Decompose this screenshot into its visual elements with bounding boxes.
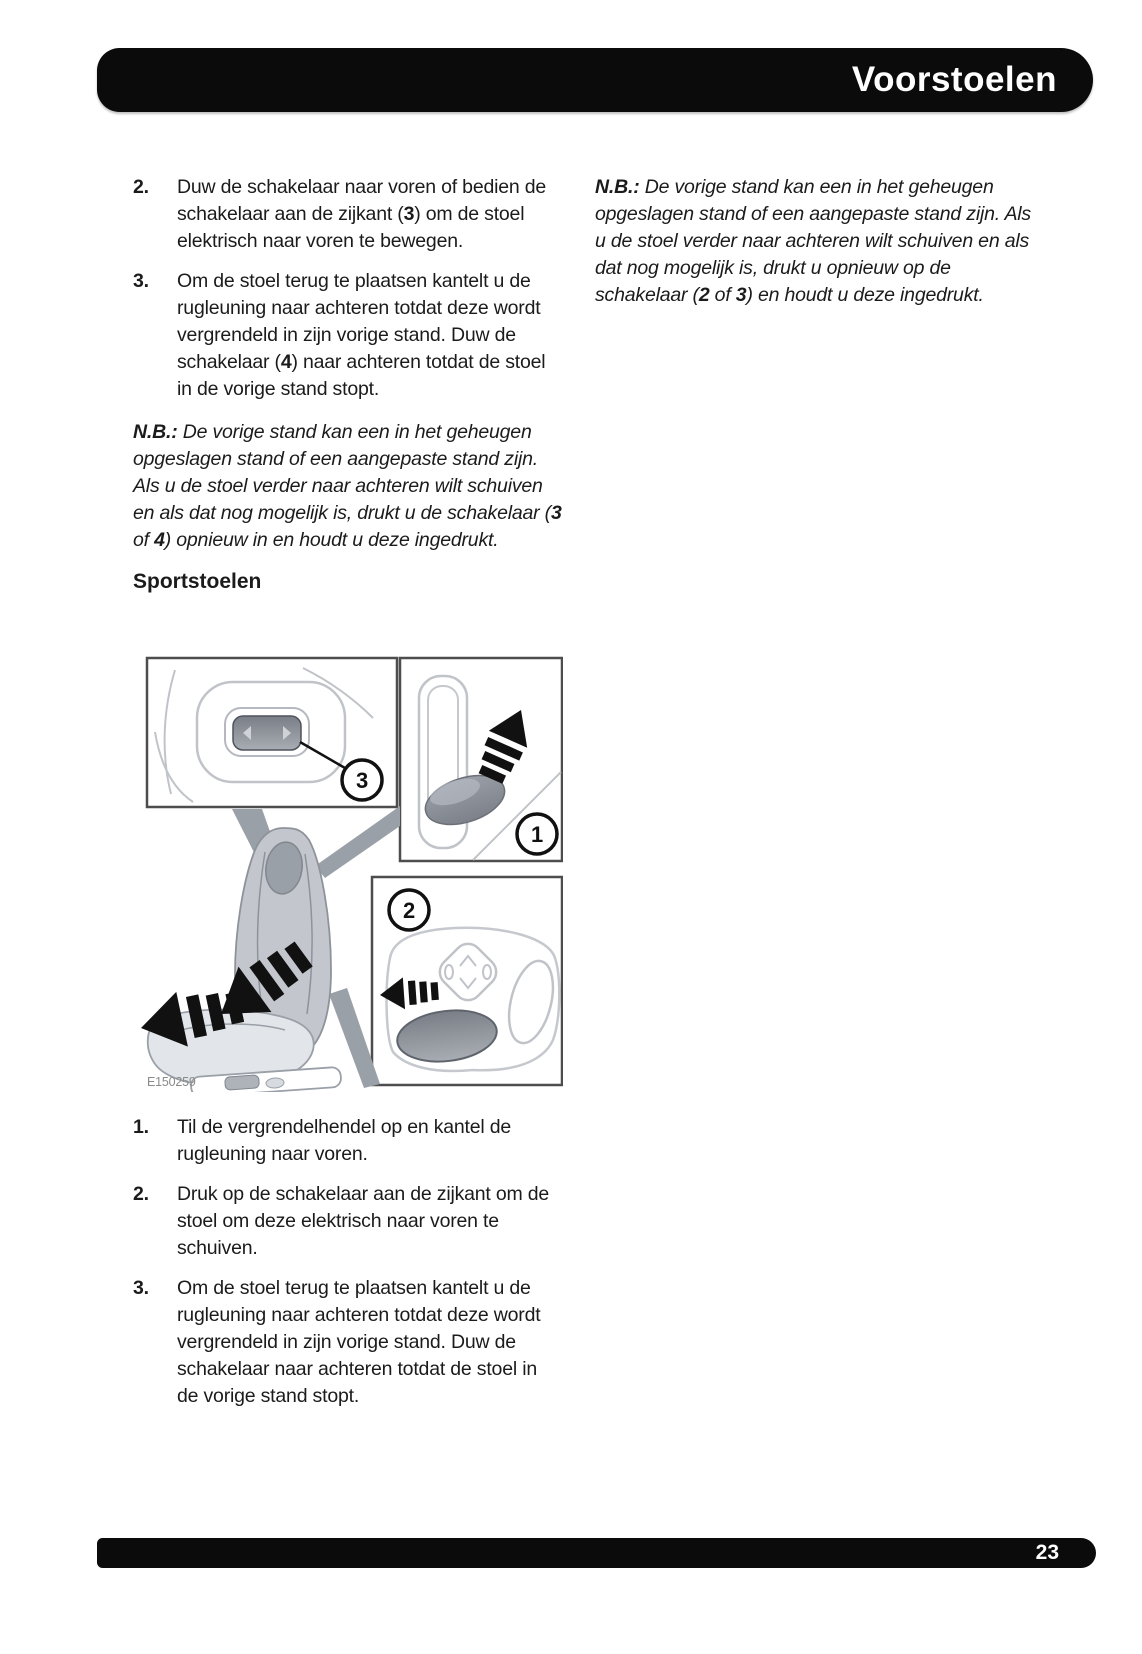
section-heading: Sportstoelen bbox=[133, 570, 262, 593]
note-paragraph: N.B.: De vorige stand kan een in het geheugen opgeslagen stand of een aangepaste stand zijn. Als u de stoel verder naar achteren wilt schuiven en als dat nog mogelijk is, drukt u opnieuw op de schakelaar (2 of 3) en houdt u deze ingedrukt. bbox=[595, 176, 1031, 306]
list-item bbox=[133, 1114, 563, 1168]
list-item bbox=[133, 268, 563, 403]
side-switchpad-drawing bbox=[379, 928, 561, 1071]
callout-2-label: 2 bbox=[402, 898, 416, 923]
list-item-number: 3. bbox=[133, 1277, 149, 1299]
list-item-number: 2. bbox=[133, 1183, 149, 1205]
right-column bbox=[595, 174, 1035, 309]
page-title: Voorstoelen bbox=[851, 60, 1057, 99]
list-item-text: Om de stoel terug te plaatsen kantelt u de rugleuning naar achteren totdat deze wordt vergrendeld in zijn vorige stand. Duw de schakelaar naar achteren totdat de stoel in de vorige stand stopt. bbox=[177, 1277, 541, 1407]
list-item-number: 1. bbox=[133, 1116, 149, 1138]
sport-seat-drawing bbox=[135, 828, 341, 1092]
callout-1 bbox=[517, 814, 557, 854]
list-item bbox=[133, 174, 563, 255]
callout-1-label: 1 bbox=[530, 822, 544, 847]
list-item-text: Druk op de schakelaar aan de zijkant om de stoel om deze elektrisch naar voren te schuiven. bbox=[177, 1183, 550, 1259]
figure-container bbox=[133, 622, 563, 1100]
page-number: 23 bbox=[1035, 1541, 1059, 1564]
note-paragraph: N.B.: De vorige stand kan een in het geheugen opgeslagen stand of een aangepaste stand zijn. Als u de stoel verder naar achteren wilt schuiven en als dat nog mogelijk is, drukt u de schakelaar (3 of 4) opnieuw in en houdt u deze ingedrukt. bbox=[133, 421, 562, 551]
figure-code: E150259 bbox=[147, 1075, 196, 1089]
footer-bar bbox=[97, 1538, 1096, 1568]
list-item-text: Om de stoel terug te plaatsen kantelt u de rugleuning naar achteren totdat deze wordt vergrendeld in zijn vorige stand. Duw de schakelaar (4) naar achteren totdat de stoel in de vorige stand stopt. bbox=[177, 270, 546, 400]
left-column bbox=[133, 174, 563, 1423]
list-item-text: Til de vergrendelhendel op en kantel de rugleuning naar voren. bbox=[177, 1116, 512, 1165]
bottom-list bbox=[133, 1114, 563, 1410]
list-item-number: 2. bbox=[133, 176, 149, 198]
header-bar bbox=[97, 48, 1093, 112]
list-item-number: 3. bbox=[133, 270, 149, 292]
list-item bbox=[133, 1181, 563, 1262]
callout-2 bbox=[389, 890, 429, 930]
list-item-text: Duw de schakelaar naar voren of bedien de schakelaar aan de zijkant (3) om de stoel elektrisch naar voren te bewegen. bbox=[177, 176, 547, 252]
list-item bbox=[133, 1275, 563, 1410]
callout-3-label: 3 bbox=[355, 768, 369, 793]
callout-3 bbox=[342, 760, 382, 800]
sportstoelen-figure bbox=[133, 622, 563, 1092]
